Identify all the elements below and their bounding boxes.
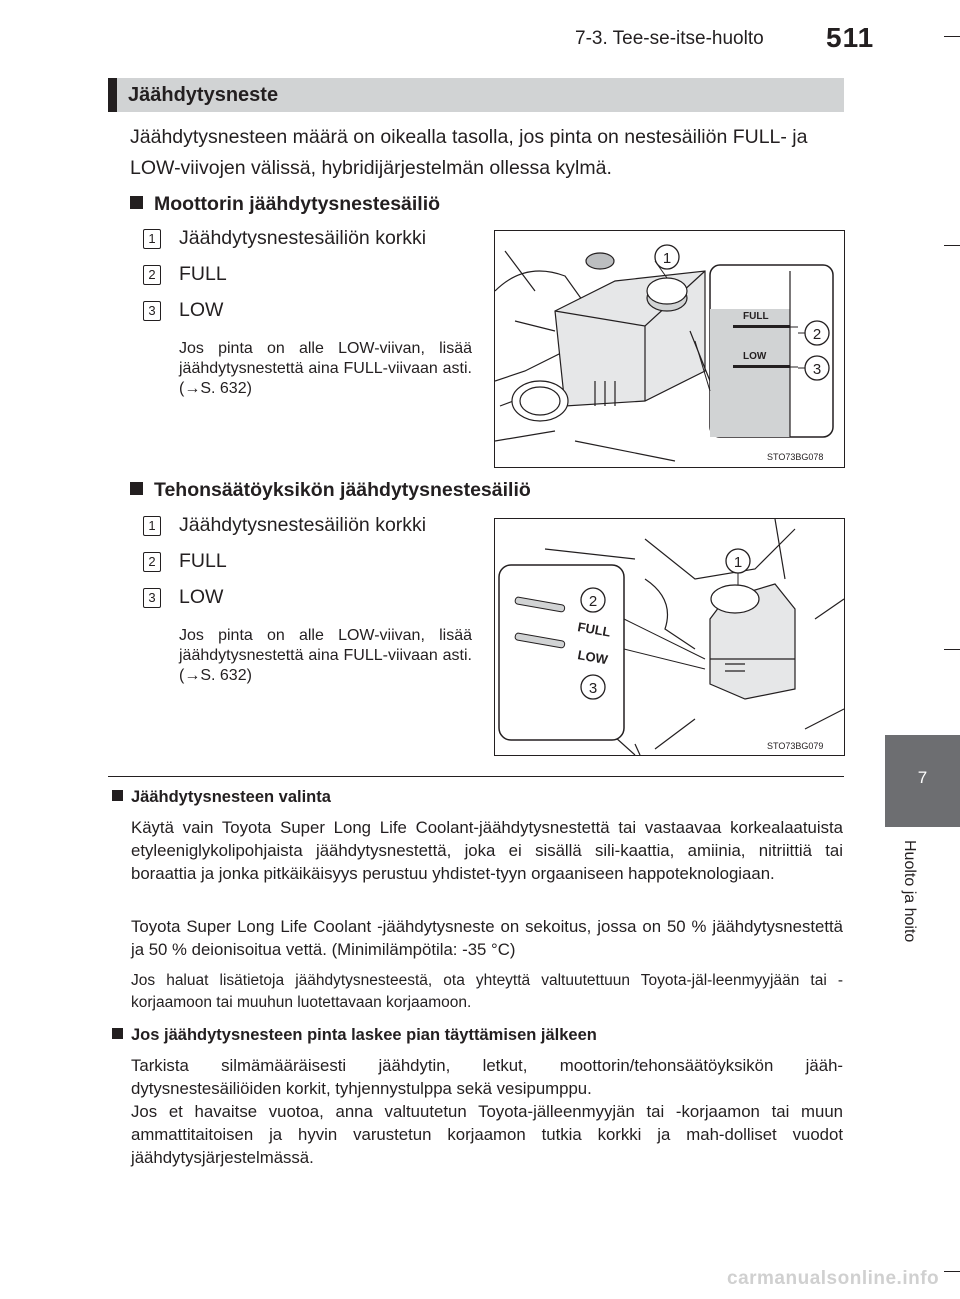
crop-mark [944,36,960,37]
callout-number: 2 [812,326,822,343]
callout-number: 1 [662,250,672,267]
callout-number: 3 [588,680,598,697]
note-paragraph: Käytä vain Toyota Super Long Life Coolant-jäähdytysnestettä tai vastaavaa korkealaatuista etyleeniglykolipohjaista jäähdytysnestettä, joka ei sisällä sili-kaattia, amiinia, nitriittiä tai boraattia ja jonka pitkäikäisyys perustuu yhdistet-tyyn orgaaniseen happoteknologiaan. [131,818,843,883]
level-mark-full: FULL [576,619,612,640]
item-label: LOW [179,299,224,321]
engine-reservoir-illustration [494,230,845,468]
callout-number: 3 [812,361,822,378]
pcu-reservoir-note: Jos pinta on alle LOW-viivan, lisää jäähdytysnestettä aina FULL-viivaan asti. (→S. 632) [179,627,472,684]
figure-code: STO73BG079 [767,741,824,751]
crop-mark [944,1271,960,1272]
page-number: 511 [826,22,875,53]
engine-reservoir-note: Jos pinta on alle LOW-viivan, lisää jäähdytysnestettä aina FULL-viivaan asti. (→S. 632) [179,340,472,397]
note-paragraph: Toyota Super Long Life Coolant -jäähdytysneste on sekoitus, jossa on 50 % jäähdytysnestettä ja 50 % deionisoitua vettä. (Minimilämpötila: -35 °C) [131,917,843,959]
section-title-bar-marker [108,78,117,112]
section-intro: Jäähdytysnesteen määrä on oikealla tasolla, jos pinta on nestesäiliön FULL- ja LOW-viivojen välissä, hybridijärjestelmän ollessa kylmä. [130,126,808,179]
level-mark-low: LOW [743,351,767,362]
engine-reservoir-heading-text: Moottorin jäähdytysnestesäiliö [154,193,441,215]
watermark: carmanualsonline.info [727,1268,940,1289]
pcu-reservoir-illustration [494,518,845,756]
item-number-badge: 1 [143,516,161,536]
level-mark-low: LOW [576,647,609,668]
running-header-section: 7-3. Tee-se-itse-huolto [575,28,764,49]
crop-mark [944,245,960,246]
square-bullet-icon [112,790,123,801]
square-bullet-icon [130,482,143,495]
figure-code: STO73BG078 [767,452,824,462]
note-paragraph: Tarkista silmämääräisesti jäähdytin, letkut, moottorin/tehonsäätöyksikön jääh-dytysnestesäiliöiden korkit, tyhjennystulppa sekä vesipumppu. [131,1056,843,1098]
chapter-tab-number: 7 [917,768,928,787]
note-heading-text: Jäähdytysnesteen valinta [131,788,331,806]
item-number-badge: 3 [143,301,161,321]
note-heading [112,788,331,807]
section-title: Jäähdytysneste [128,84,279,106]
square-bullet-icon [112,1028,123,1039]
engine-reservoir-heading [130,193,440,216]
chapter-tab-title-text: Huolto ja hoito [901,840,918,943]
item-label: LOW [179,586,224,608]
note-paragraph: Jos et havaitse vuotoa, anna valtuutetun Toyota-jälleenmyyjän tai -korjaamon tai muun ammattitaitoisen ja hyvin varustetun korjaamon tutkia korkki ja mah-dolliset vuodot jäähdytysjärjestelmässä. [131,1102,843,1167]
chapter-tab-title [894,840,924,965]
callout-number: 2 [588,593,598,610]
note-heading [112,1026,597,1045]
note-heading-text: Jos jäähdytysnesteen pinta laskee pian täyttämisen jälkeen [131,1026,597,1044]
square-bullet-icon [130,196,143,209]
item-label: FULL [179,263,227,285]
engine-reservoir-drawing [495,231,844,467]
crop-mark [944,649,960,650]
item-number-badge: 1 [143,229,161,249]
callout-number: 1 [733,554,743,571]
item-number-badge: 2 [143,265,161,285]
item-label: FULL [179,550,227,572]
pcu-reservoir-heading-text: Tehonsäätöyksikön jäähdytysnestesäiliö [154,479,531,501]
item-label: Jäähdytysnestesäiliön korkki [179,514,427,536]
item-label: Jäähdytysnestesäiliön korkki [179,227,427,249]
note-paragraph: Jos haluat lisätietoja jäähdytysnesteestä, ota yhteyttä valtuutettuun Toyota-jäl-leenmyyjään tai -korjaamoon tai muuhun luotettavaan korjaamoon. [131,972,843,1011]
level-mark-full: FULL [743,311,769,322]
item-number-badge: 2 [143,552,161,572]
pcu-reservoir-heading [130,479,531,502]
pcu-reservoir-drawing [495,519,844,755]
item-number-badge: 3 [143,588,161,608]
divider [108,776,844,777]
